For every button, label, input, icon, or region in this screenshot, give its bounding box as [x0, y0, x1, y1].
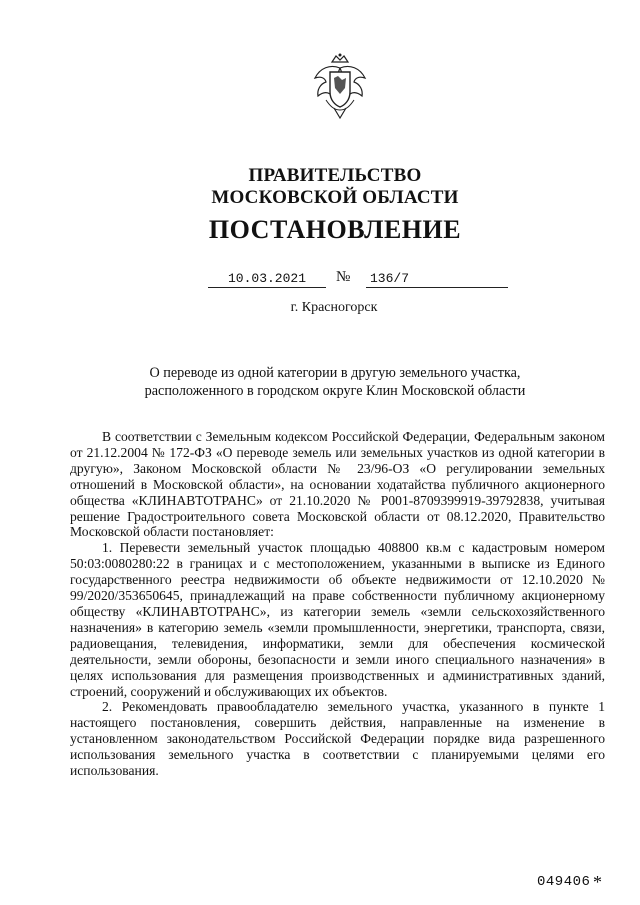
- number-sign: №: [336, 269, 351, 285]
- document-type-title: ПОСТАНОВЛЕНИЕ: [208, 215, 462, 244]
- serial-number: 049406: [537, 874, 591, 890]
- government-name-line2: МОСКОВСКОЙ ОБЛАСТИ: [211, 187, 459, 208]
- clause-1-paragraph: 1. Перевести земельный участок площадью 408800 кв.м с кадастровым номером 50:03:0080280:22 в границах и с местоположением, указанными в выписке из Единого государственного реестра недвижимости об объекте недвижимости от 12.10.2020 № 99/2020/353650645, принадлежащий на праве собственности публичному акционерному обществу «КЛИНАВТОТРАНС», из категории земель «земли сельскохозяйственного назначения» в категорию земель «земли промышленности, энергетики, транспорта, связи, радиовещания, телевидения, информатики, земли для обеспечения космической деятельности, земли обороны, безопасности и земли иного специального назначения» в целях использования для размещения производственных и административных зданий, строений, сооружений и обслуживающих их объектов.: [70, 540, 605, 699]
- government-name-line1: ПРАВИТЕЛЬСТВО: [248, 165, 422, 186]
- subject-line2: расположенного в городском округе Клин Московской области: [144, 383, 526, 399]
- document-date: 10.03.2021: [208, 271, 326, 288]
- issue-city: г. Красногорск: [290, 300, 378, 315]
- document-number: 136/7: [366, 271, 508, 288]
- preamble-paragraph: В соответствии с Земельным кодексом Российской Федерации, Федеральным законом от 21.12.2004 № 172-ФЗ «О переводе земель или земельных участков из одной категории в другую», Законом Московской области № 23/96-ОЗ «О регулировании земельных отношений в Московской области», на основании ходатайства публичного акционерного общества «КЛИНАВТОТРАНС» от 21.10.2020 № Р001-8709399919-39792838, учитывая решение Градостроительного совета Московской области от 08.12.2020, Правительство Московской области постановляет:: [70, 429, 605, 540]
- clause-2-paragraph: 2. Рекомендовать правообладателю земельного участка, указанного в пункте 1 настоящего постановления, совершить действия, направленные на изменение в установленном законодательством Российской Федерации порядке вида разрешенного использования земельного участка в соответствии с планируемыми целями его использования.: [70, 699, 605, 779]
- subject-line1: О переводе из одной категории в другую земельного участка,: [149, 365, 521, 381]
- asterisk-mark: *: [593, 872, 602, 892]
- date-number-line: [208, 271, 508, 293]
- document-subject: [100, 364, 570, 400]
- coat-of-arms-icon: [312, 52, 368, 124]
- document-body: [70, 429, 605, 779]
